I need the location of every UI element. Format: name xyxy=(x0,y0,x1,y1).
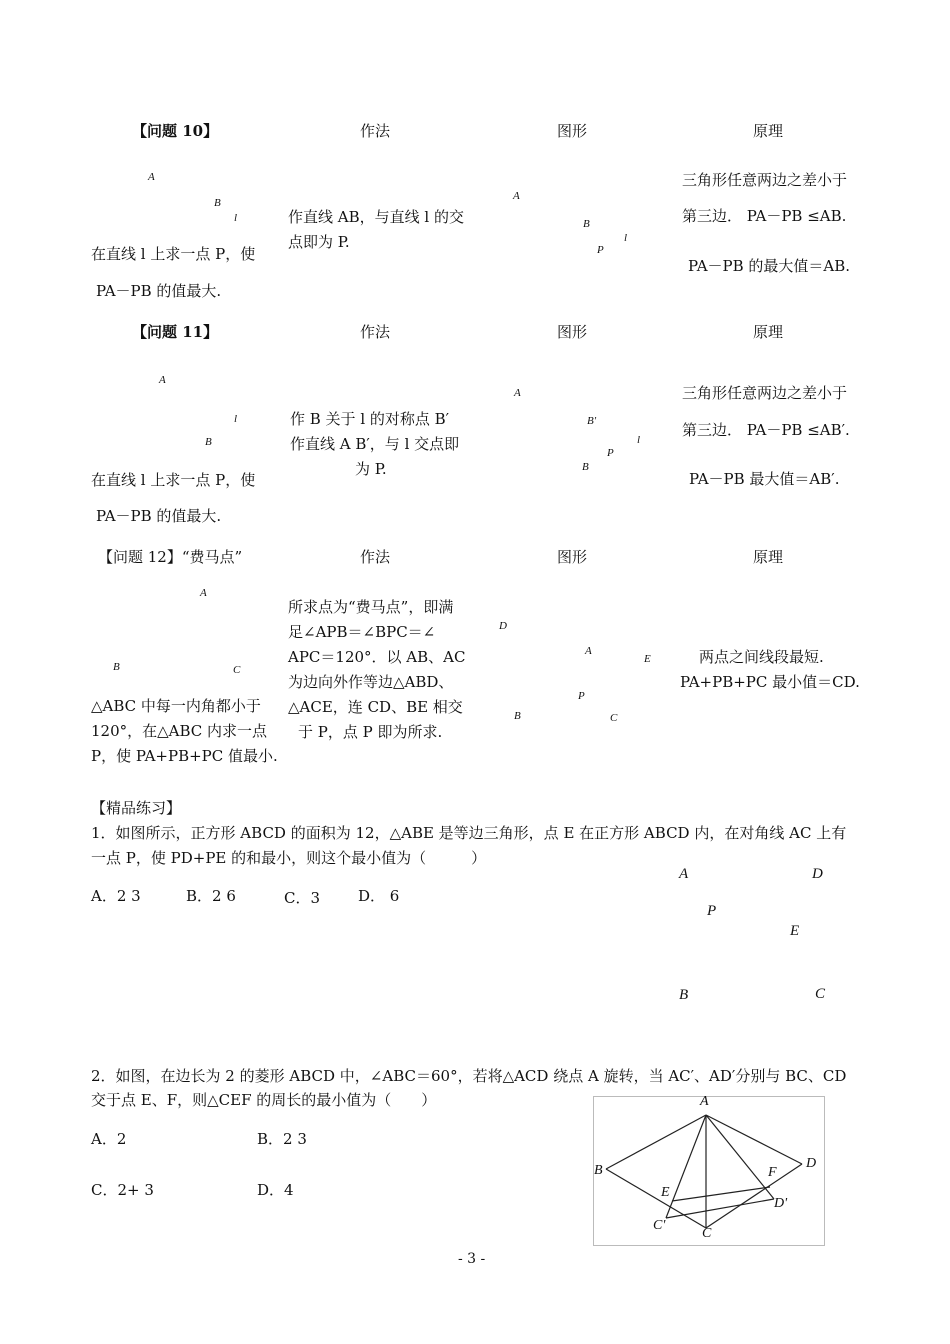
problem-11-title: 【问题 11】 xyxy=(132,323,219,341)
p10-method-1: 作直线 AB，与直线 l 的交 xyxy=(288,208,464,226)
p11-prompt-point-b: B xyxy=(205,436,212,448)
p10-fig-point-p: P xyxy=(597,244,604,256)
p11-fig-point-b-prime: B' xyxy=(587,415,597,427)
q2-option-d[interactable]: D．4 xyxy=(257,1181,294,1199)
q1-fig-point-d: D xyxy=(812,866,823,882)
q1-option-d[interactable]: D． 6 xyxy=(358,887,400,905)
p12-fig-point-e: E xyxy=(644,653,651,665)
p12-prompt-text-1: △ABC 中每一内角都小于 xyxy=(91,697,261,715)
page-number: - 3 - xyxy=(458,1251,486,1267)
practice-heading: 【精品练习】 xyxy=(91,799,182,817)
p12-fig-point-a: A xyxy=(585,645,592,657)
p11-fig-point-p: P xyxy=(607,447,614,459)
q1-line-2: 一点 P，使 PD+PE 的和最小，则这个最小值为（ ） xyxy=(91,849,487,867)
col-method-header: 作法 xyxy=(360,323,391,341)
problem-10-title: 【问题 10】 xyxy=(132,122,219,140)
p12-method-1: 所求点为“费马点”，即满 xyxy=(288,598,454,616)
q1-option-c[interactable]: C．3 xyxy=(284,889,321,907)
q2-option-a[interactable]: A．2 xyxy=(91,1130,127,1148)
q1-option-b[interactable]: B．2 6 xyxy=(186,887,236,905)
p12-fig-point-c: C xyxy=(610,712,618,724)
p12-prompt-text-3: P，使 PA+PB+PC 值最小. xyxy=(91,747,278,765)
segment-ef xyxy=(672,1187,770,1201)
p11-prompt-text-1: 在直线 l 上求一点 P，使 xyxy=(91,471,256,489)
col-method-header: 作法 xyxy=(360,122,391,140)
q1-fig-point-a: A xyxy=(679,866,689,882)
segment-ac-prime xyxy=(666,1115,706,1218)
p10-prompt-point-b: B xyxy=(214,197,221,209)
col-principle-header: 原理 xyxy=(753,122,784,140)
q2-rhombus-diagram xyxy=(594,1097,824,1245)
p11-principle-2: 第三边． PA－PB ≤AB′. xyxy=(682,421,850,439)
q2-line-1: 2．如图，在边长为 2 的菱形 ABCD 中，∠ABC＝60°，若将△ACD 绕点 A 旋转，当 AC′、AD′分别与 BC、CD xyxy=(91,1067,847,1085)
p12-fig-point-p: P xyxy=(578,690,585,702)
q1-option-a[interactable]: A．2 3 xyxy=(91,887,141,905)
p10-principle-1: 三角形任意两边之差小于 xyxy=(682,171,848,189)
p10-principle-2: 第三边． PA－PB ≤AB. xyxy=(682,207,847,225)
p10-prompt-text-2: PA－PB 的值最大. xyxy=(96,282,222,300)
q2-fig-point-c-prime: C' xyxy=(653,1218,666,1233)
q2-fig-point-a: A xyxy=(700,1094,709,1109)
p12-prompt-text-2: 120°，在△ABC 内求一点 xyxy=(91,722,268,740)
col-figure-header: 图形 xyxy=(557,548,588,566)
q2-fig-point-f: F xyxy=(768,1165,777,1180)
q2-rhombus-figure xyxy=(593,1096,825,1246)
q2-option-b[interactable]: B．2 3 xyxy=(257,1130,307,1148)
q2-fig-point-b: B xyxy=(594,1163,603,1178)
p11-prompt-line-l: l xyxy=(234,413,238,425)
p12-fig-point-d: D xyxy=(499,620,507,632)
segment-c-prime-d-prime xyxy=(666,1199,774,1218)
p10-principle-3: PA－PB 的最大值＝AB. xyxy=(688,257,851,275)
q2-fig-point-d-prime: D' xyxy=(774,1196,788,1211)
p10-prompt-line-l: l xyxy=(234,212,238,224)
segment-ad-prime xyxy=(706,1115,774,1199)
p10-prompt-point-a: A xyxy=(148,171,155,183)
segment-ab xyxy=(606,1115,706,1169)
p12-principle-2: PA+PB+PC 最小值＝CD. xyxy=(680,673,860,691)
q1-line-1: 1．如图所示，正方形 ABCD 的面积为 12，△ABE 是等边三角形，点 E 在正方形 ABCD 内，在对角线 AC 上有 xyxy=(91,824,847,842)
p12-principle-1: 两点之间线段最短. xyxy=(699,648,824,666)
p10-fig-point-a: A xyxy=(513,190,520,202)
p12-method-6: 于 P，点 P 即为所求. xyxy=(298,723,443,741)
q1-fig-point-c: C xyxy=(815,986,826,1002)
p11-method-2: 作直线 A B′，与 l 交点即 xyxy=(290,435,460,453)
p11-method-3: 为 P. xyxy=(355,460,387,478)
p11-prompt-text-2: PA－PB 的值最大. xyxy=(96,507,222,525)
p11-principle-3: PA－PB 最大值＝AB′. xyxy=(689,470,840,488)
p12-method-4: 为边向外作等边△ABD、 xyxy=(288,673,454,691)
q1-fig-point-e: E xyxy=(790,923,800,939)
segment-da xyxy=(706,1115,802,1164)
q2-line-2: 交于点 E、F，则△CEF 的周长的最小值为（ ） xyxy=(91,1091,437,1109)
q1-fig-point-p: P xyxy=(707,903,717,919)
p10-method-2: 点即为 P. xyxy=(288,233,350,251)
p11-fig-point-b: B xyxy=(582,461,589,473)
p12-method-5: △ACE，连 CD、BE 相交 xyxy=(288,698,463,716)
q1-fig-point-b: B xyxy=(679,987,689,1003)
col-principle-header: 原理 xyxy=(753,548,784,566)
q2-fig-point-c: C xyxy=(702,1226,712,1241)
p10-fig-line-l: l xyxy=(624,232,628,244)
q2-option-c[interactable]: C．2+ 3 xyxy=(91,1181,154,1199)
p12-method-3: APC＝120°．以 AB、AC xyxy=(288,648,466,666)
p10-fig-point-b: B xyxy=(583,218,590,230)
q2-fig-point-e: E xyxy=(661,1185,670,1200)
col-figure-header: 图形 xyxy=(557,323,588,341)
p11-prompt-point-a: A xyxy=(159,374,166,386)
q2-fig-point-d: D xyxy=(806,1156,817,1171)
col-method-header: 作法 xyxy=(360,548,391,566)
p12-prompt-point-c: C xyxy=(233,664,241,676)
problem-12-title: 【问题 12】“费马点” xyxy=(98,548,243,566)
col-principle-header: 原理 xyxy=(753,323,784,341)
col-figure-header: 图形 xyxy=(557,122,588,140)
p12-prompt-point-b: B xyxy=(113,661,120,673)
p11-method-1: 作 B 关于 l 的对称点 B′ xyxy=(290,410,450,428)
p10-prompt-text-1: 在直线 l 上求一点 P，使 xyxy=(91,245,256,263)
p12-method-2: 足∠APB＝∠BPC＝∠ xyxy=(288,623,436,641)
p11-fig-line-l: l xyxy=(637,434,641,446)
p11-principle-1: 三角形任意两边之差小于 xyxy=(682,384,848,402)
p11-fig-point-a: A xyxy=(514,387,521,399)
p12-fig-point-b: B xyxy=(514,710,521,722)
p12-prompt-point-a: A xyxy=(200,587,207,599)
